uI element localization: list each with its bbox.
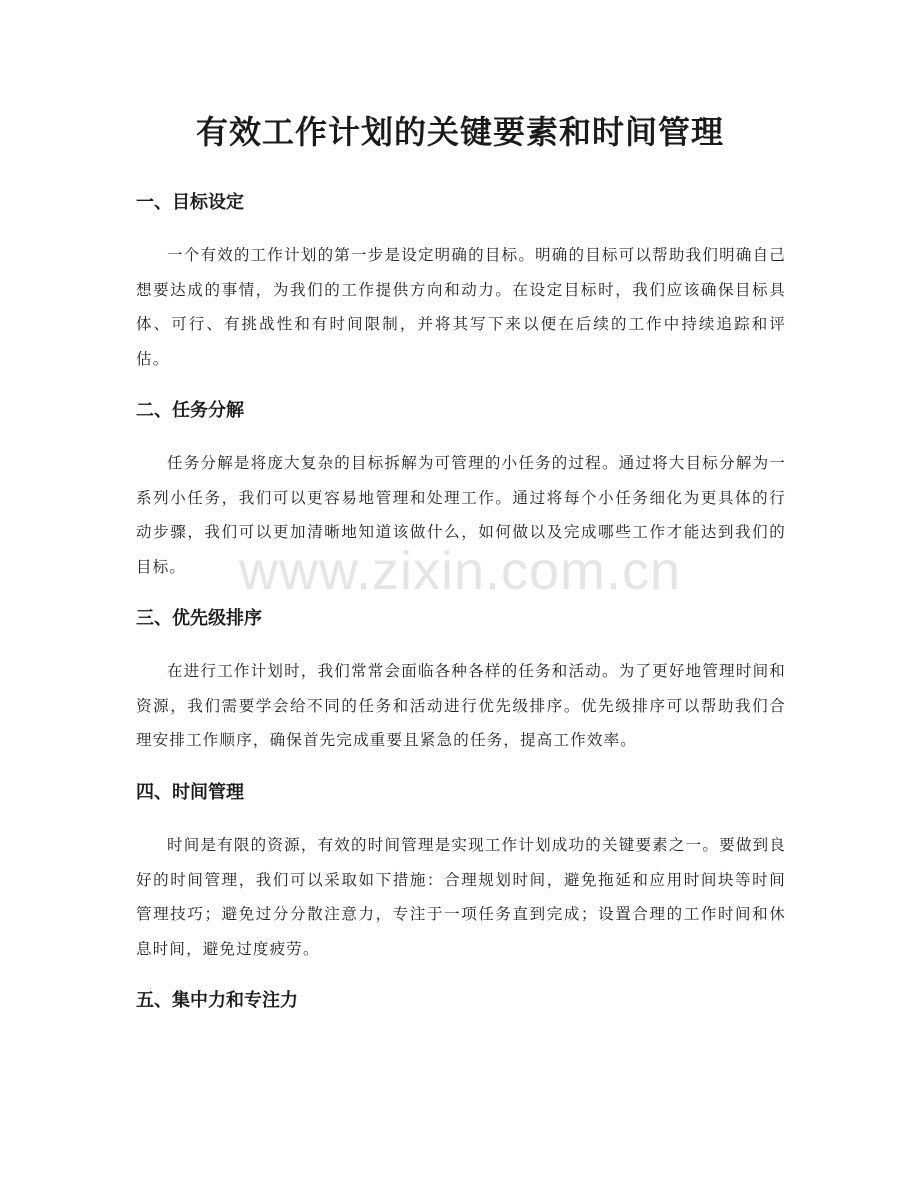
section-heading: 四、时间管理: [136, 782, 244, 803]
section-paragraph: 在进行工作计划时，我们常常会面临各种各样的任务和活动。为了更好地管理时间和资源，我们需要学会给不同的任务和活动进行优先级排序。优先级排序可以帮助我们合理安排工作顺序，确保首先完成重要且紧急的任务，提高工作效率。: [136, 662, 786, 749]
section-paragraph: 任务分解是将庞大复杂的目标拆解为可管理的小任务的过程。通过将大目标分解为一系列小任务，我们可以更容易地管理和处理工作。通过将每个小任务细化为更具体的行动步骤，我们可以更加清晰地知道该做什么，如何做以及完成哪些工作才能达到我们的目标。: [136, 454, 786, 576]
section-goal-setting: [136, 190, 786, 376]
section-heading: 一、目标设定: [136, 192, 244, 213]
section-time-management: [136, 780, 786, 966]
section-paragraph: 一个有效的工作计划的第一步是设定明确的目标。明确的目标可以帮助我们明确自己想要达成的事情，为我们的工作提供方向和动力。在设定目标时，我们应该确保目标具体、可行、有挑战性和有时间限制，并将其写下来以便在后续的工作中持续追踪和评估。: [136, 246, 786, 368]
section-heading: 三、优先级排序: [136, 608, 262, 629]
section-focus: [136, 988, 786, 1014]
document-title: 有效工作计划的关键要素和时间管理: [195, 113, 724, 151]
section-heading: 二、任务分解: [136, 400, 244, 421]
watermark: www.zixin.com.cn: [238, 541, 682, 601]
section-heading: 五、集中力和专注力: [136, 990, 298, 1011]
section-priority-ranking: [136, 606, 786, 758]
section-task-breakdown: [136, 398, 786, 584]
section-paragraph: 时间是有限的资源，有效的时间管理是实现工作计划成功的关键要素之一。要做到良好的时间管理，我们可以采取如下措施：合理规划时间，避免拖延和应用时间块等时间管理技巧；避免过分分散注意力，专注于一项任务直到完成；设置合理的工作时间和休息时间，避免过度疲劳。: [136, 836, 786, 958]
